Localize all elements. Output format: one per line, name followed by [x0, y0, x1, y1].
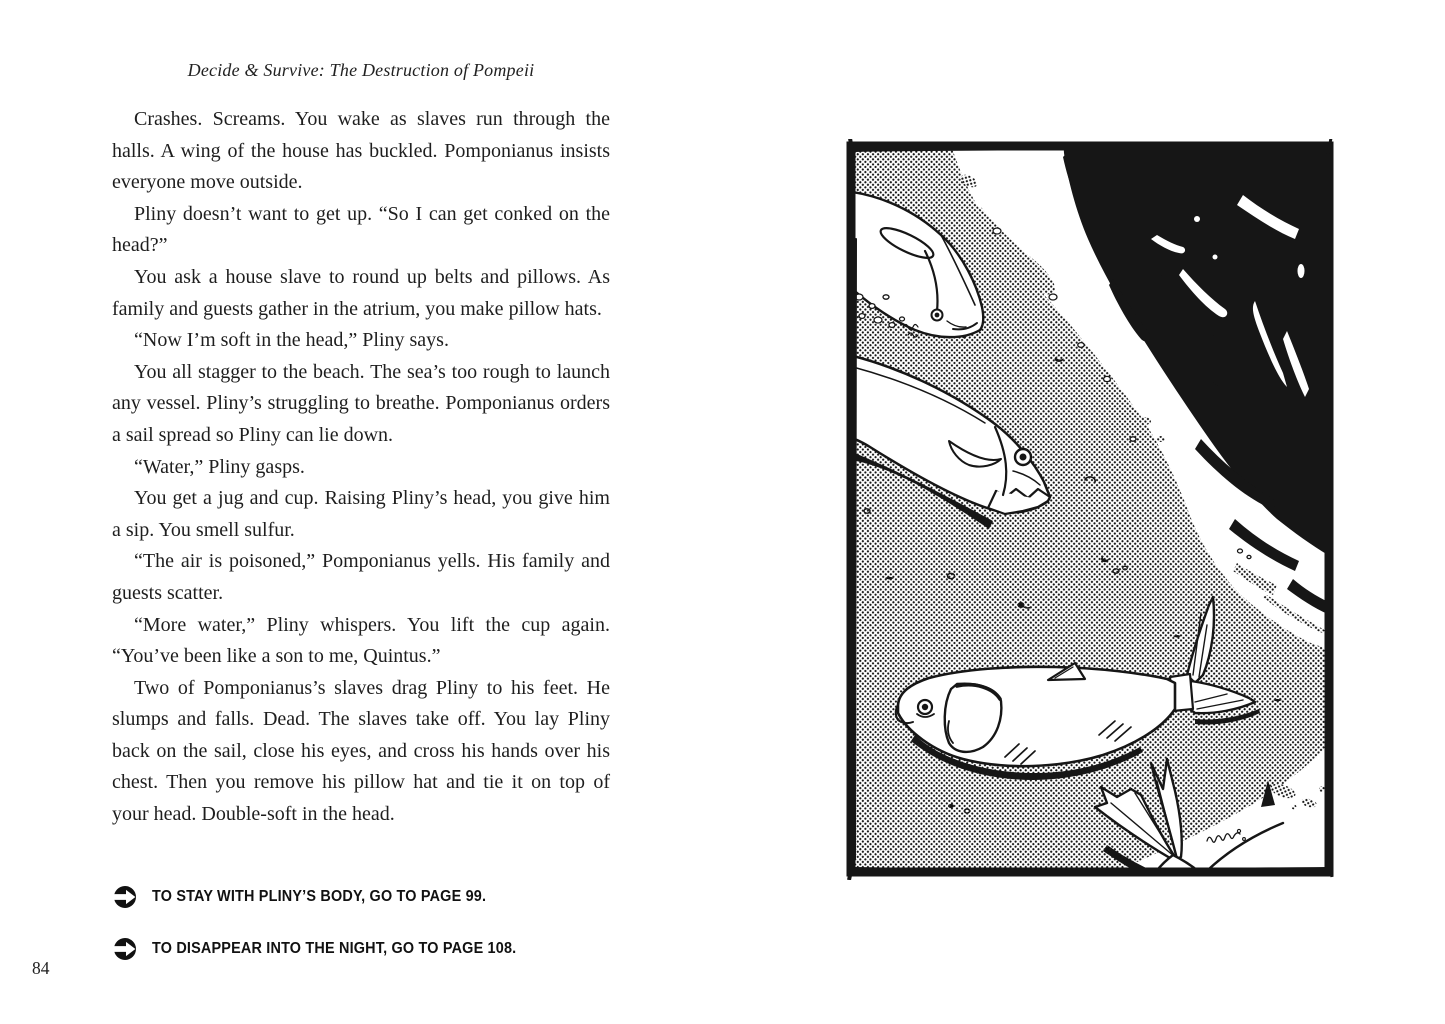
- story-paragraph: Pliny doesn’t want to get up. “So I can get conked on the head?”: [112, 202, 610, 257]
- story-text: [112, 104, 610, 831]
- beach-fish-illustration: [845, 139, 1335, 880]
- story-paragraph: You all stagger to the beach. The sea’s too rough to launch any vessel. Pliny’s struggling to breathe. Pomponianus orders a sail spread so Pliny can lie down.: [112, 360, 610, 446]
- story-paragraph: Crashes. Screams. You wake as slaves run through the halls. A wing of the house has buckled. Pomponianus insists everyone move outside.: [112, 108, 610, 194]
- choice-label: TO STAY WITH PLINY’S BODY, GO TO PAGE 99.: [152, 887, 487, 905]
- choice-label: TO DISAPPEAR INTO THE NIGHT, GO TO PAGE 108.: [152, 939, 517, 957]
- illustration-panel: [845, 139, 1335, 880]
- choice-item: [113, 884, 544, 909]
- story-paragraph: Two of Pomponianus’s slaves drag Pliny to his feet. He slumps and falls. Dead. The slaves take off. You lay Pliny back on the sail, close his eyes, and cross his hands over his chest. Then you remove his pillow hat and tie it on top of your head. Double-soft in the head.: [112, 676, 610, 826]
- arrow-right-circle-icon: [113, 885, 137, 909]
- choice-item: [113, 936, 544, 961]
- story-paragraph: “The air is poisoned,” Pomponianus yells. His family and guests scatter.: [112, 550, 610, 604]
- story-paragraph: You get a jug and cup. Raising Pliny’s head, you give him a sip. You smell sulfur.: [112, 487, 610, 541]
- page-number: 84: [32, 958, 50, 978]
- arrow-right-circle-icon: [113, 937, 137, 961]
- story-paragraph: “More water,” Pliny whispers. You lift the cup again. “You’ve been like a son to me, Quintus.”: [112, 613, 610, 668]
- story-paragraph: “Now I’m soft in the head,” Pliny says.: [134, 329, 449, 352]
- story-paragraph: You ask a house slave to round up belts and pillows. As family and guests gather in the atrium, you make pillow hats.: [112, 265, 610, 320]
- story-paragraph: “Water,” Pliny gasps.: [134, 455, 305, 478]
- choice-list: [113, 884, 544, 988]
- running-header: Decide & Survive: The Destruction of Pompeii: [187, 60, 535, 80]
